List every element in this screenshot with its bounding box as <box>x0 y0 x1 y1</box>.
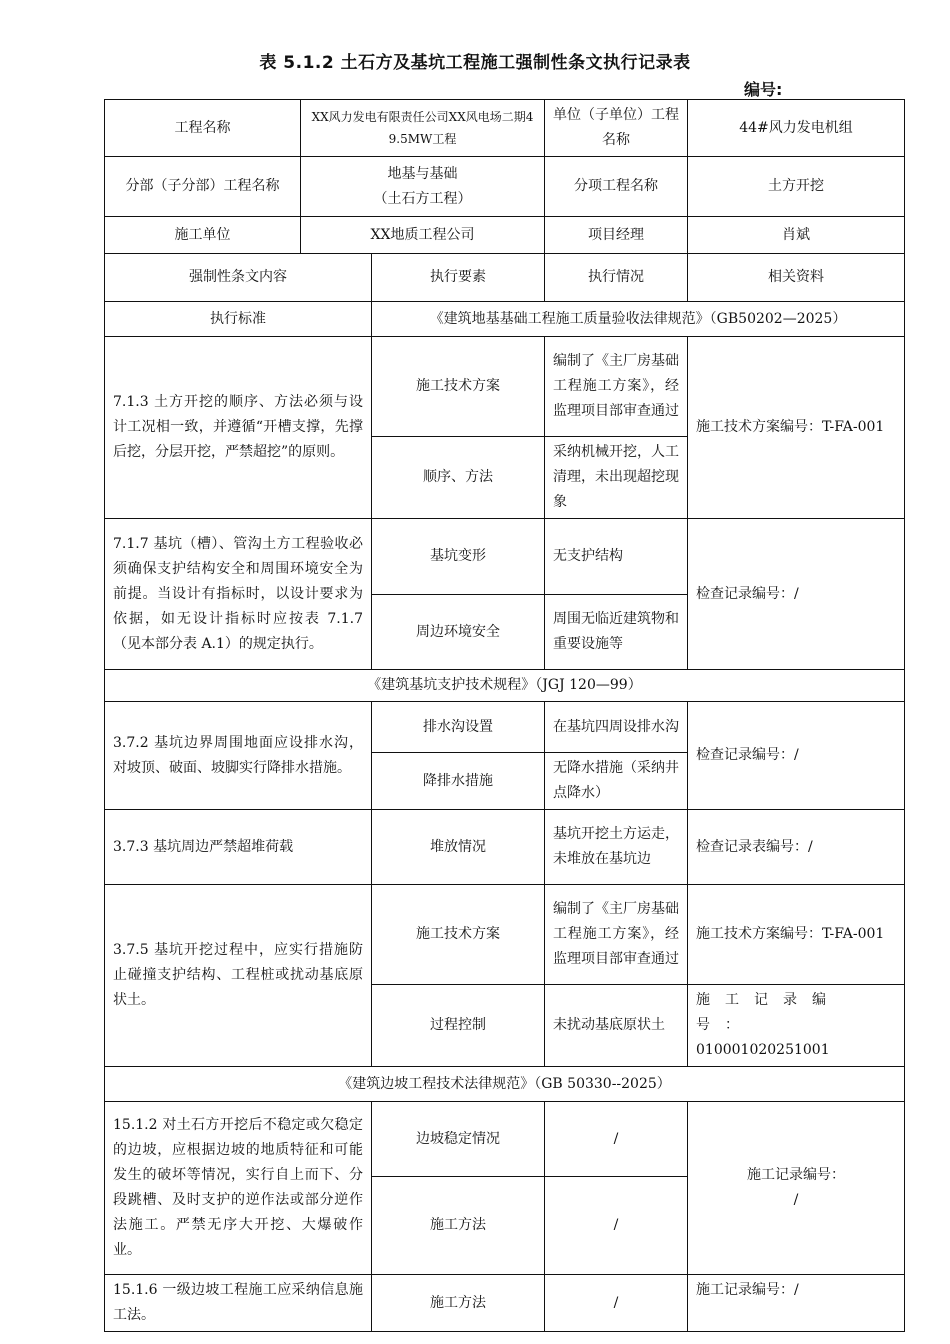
reference <box>688 985 905 1067</box>
element: 施工方法 <box>372 1177 545 1275</box>
element: 堆放情况 <box>372 810 545 885</box>
reference: 检查记录编号：/ <box>688 519 905 670</box>
col-header-reference: 相关资料 <box>688 254 905 302</box>
clause-3-7-2: 3.7.2 基坑边界周围地面应设排水沟，对坡顶、破面、坡脚实行降排水措施。 <box>105 702 372 810</box>
element: 施工方法 <box>372 1275 545 1332</box>
element: 边坡稳定情况 <box>372 1102 545 1177</box>
reference-label: 施工记录编号： <box>696 992 842 1033</box>
col-header-status: 执行情况 <box>545 254 688 302</box>
status: / <box>545 1177 688 1275</box>
status: 未扰动基底原状土 <box>545 985 688 1067</box>
project-name-label: 工程名称 <box>105 100 301 157</box>
status: 编制了《主厂房基础工程施工方案》，经监理项目部审查通过 <box>545 885 688 985</box>
col-header-element: 执行要素 <box>372 254 545 302</box>
col-header-clause: 强制性条文内容 <box>105 254 372 302</box>
status: / <box>545 1102 688 1177</box>
constructor-label: 施工单位 <box>105 217 301 254</box>
element: 排水沟设置 <box>372 702 545 753</box>
reference-value: / <box>793 1192 799 1208</box>
record-table <box>104 99 905 1332</box>
clause-7-1-3: 7.1.3 土方开挖的顺序、方法必须与设计工况相一致，并遵循“开槽支撑，先撑后挖，分层开挖，严禁超挖”的原则。 <box>105 337 372 519</box>
constructor-value: XX地质工程公司 <box>301 217 545 254</box>
status: / <box>545 1275 688 1332</box>
standard-name-1: 《建筑地基基础工程施工质量验收法律规范》（GB50202—2025） <box>372 302 905 337</box>
status: 编制了《主厂房基础工程施工方案》，经监理项目部审查通过 <box>545 337 688 437</box>
pm-value: 肖斌 <box>688 217 905 254</box>
standard-label: 执行标准 <box>105 302 372 337</box>
element: 施工技术方案 <box>372 885 545 985</box>
element: 周边环境安全 <box>372 595 545 670</box>
page-title: 表 5.1.2 土石方及基坑工程施工强制性条文执行记录表 <box>259 53 691 73</box>
element: 施工技术方案 <box>372 337 545 437</box>
status: 无支护结构 <box>545 519 688 595</box>
clause-7-1-7: 7.1.7 基坑（槽）、管沟土方工程验收必须确保支护结构安全和周围环境安全为前提。当设计有指标时，以设计要求为依据，如无设计指标时应按表 7.1.7（见本部分表 A.1）的规定执行。 <box>105 519 372 670</box>
sub-division-value <box>301 157 545 217</box>
element: 基坑变形 <box>372 519 545 595</box>
reference: 施工记录编号：/ <box>688 1275 905 1332</box>
status: 无降水措施（采纳井点降水） <box>545 753 688 810</box>
clause-15-1-6: 15.1.6 一级边坡工程施工应采纳信息施工法。 <box>105 1275 372 1332</box>
sub-division-label: 分部（子分部）工程名称 <box>105 157 301 217</box>
project-name-value: XX风力发电有限责任公司XX风电场二期49.5MW工程 <box>301 100 545 157</box>
sub-division-line2: （土石方工程） <box>373 190 472 207</box>
record-number-label: 编号: <box>744 80 783 99</box>
clause-15-1-2: 15.1.2 对土石方开挖后不稳定或欠稳定的边坡，应根据边坡的地质特征和可能发生的破坏等情况，实行自上而下、分段跳槽、及时支护的逆作法或部分逆作法施工。严禁无序大开挖、大爆破作业。 <box>105 1102 372 1275</box>
standard-name-2: 《建筑基坑支护技术规程》（JGJ 120—99） <box>105 670 905 702</box>
item-value: 土方开挖 <box>688 157 905 217</box>
status: 周围无临近建筑物和重要设施等 <box>545 595 688 670</box>
element: 过程控制 <box>372 985 545 1067</box>
status: 采纳机械开挖，人工清理，未出现超挖现象 <box>545 437 688 519</box>
reference: 施工技术方案编号：T-FA-001 <box>688 885 905 985</box>
reference-value: 010001020251001 <box>696 1042 830 1058</box>
element: 顺序、方法 <box>372 437 545 519</box>
clause-3-7-5: 3.7.5 基坑开挖过程中，应实行措施防止碰撞支护结构、工程桩或扰动基底原状土。 <box>105 885 372 1067</box>
item-label: 分项工程名称 <box>545 157 688 217</box>
unit-value: 44#风力发电机组 <box>688 100 905 157</box>
element: 降排水措施 <box>372 753 545 810</box>
reference: 施工技术方案编号：T-FA-001 <box>688 337 905 519</box>
standard-name-3: 《建筑边坡工程技术法律规范》（GB 50330--2025） <box>105 1067 905 1102</box>
clause-3-7-3: 3.7.3 基坑周边严禁超堆荷载 <box>105 810 372 885</box>
sub-division-line1: 地基与基础 <box>387 165 458 182</box>
reference: 检查记录编号：/ <box>688 702 905 810</box>
unit-label: 单位（子单位）工程名称 <box>545 100 688 157</box>
pm-label: 项目经理 <box>545 217 688 254</box>
status: 基坑开挖土方运走，未堆放在基坑边 <box>545 810 688 885</box>
status: 在基坑四周设排水沟 <box>545 702 688 753</box>
reference <box>688 1102 905 1275</box>
reference-label: 施工记录编号： <box>747 1167 846 1183</box>
reference: 检查记录表编号：/ <box>688 810 905 885</box>
